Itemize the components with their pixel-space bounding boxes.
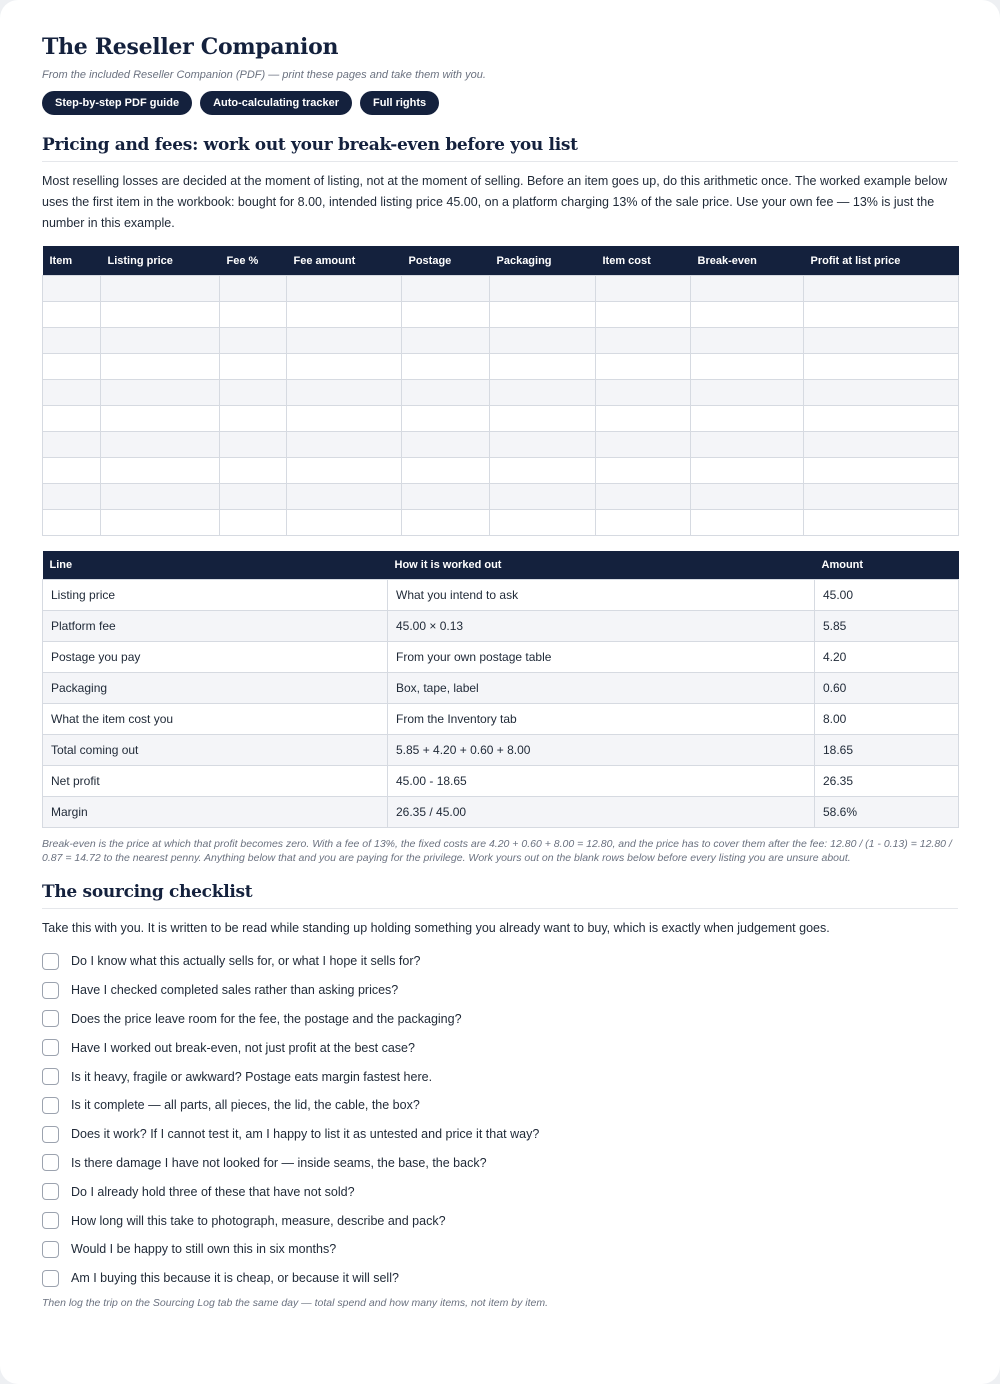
checkbox[interactable] (42, 1126, 59, 1143)
sourcing-heading: The sourcing checklist (42, 882, 958, 909)
checklist-item (42, 1264, 958, 1293)
checklist-item (42, 1120, 958, 1149)
blank-cell[interactable] (220, 354, 287, 380)
blank-cell[interactable] (596, 510, 691, 536)
calc-table-row (43, 642, 959, 673)
blank-cell[interactable] (101, 432, 220, 458)
blank-table-row (43, 380, 959, 406)
calc-method-cell: 45.00 × 0.13 (388, 611, 815, 642)
blank-cell[interactable] (804, 432, 959, 458)
blank-table-header-cell: Packaging (490, 246, 596, 276)
blank-cell[interactable] (490, 354, 596, 380)
blank-cell[interactable] (43, 484, 101, 510)
blank-cell[interactable] (691, 458, 804, 484)
blank-cell[interactable] (402, 458, 490, 484)
checkbox[interactable] (42, 1183, 59, 1200)
blank-cell[interactable] (101, 354, 220, 380)
blank-cell[interactable] (220, 484, 287, 510)
blank-table-row (43, 354, 959, 380)
blank-cell[interactable] (101, 510, 220, 536)
blank-cell[interactable] (804, 354, 959, 380)
pill-full-rights: Full rights (360, 91, 439, 115)
calc-table-row (43, 611, 959, 642)
blank-table-header-cell: Profit at list price (804, 246, 959, 276)
sourcing-checklist (42, 947, 958, 1293)
page-subtitle: From the included Reseller Companion (PDF) — print these pages and take them with you. (42, 69, 486, 81)
calc-method-cell: 45.00 - 18.65 (388, 766, 815, 797)
calc-amount-cell: 18.65 (815, 735, 959, 766)
blank-table-header-cell: Fee amount (287, 246, 402, 276)
calc-table-row (43, 797, 959, 828)
blank-cell[interactable] (287, 276, 402, 302)
checkbox[interactable] (42, 1039, 59, 1056)
blank-cell[interactable] (287, 302, 402, 328)
checklist-item (42, 1005, 958, 1034)
blank-table-row (43, 432, 959, 458)
calc-table-row (43, 704, 959, 735)
calc-table-row (43, 766, 959, 797)
calc-line-cell: Margin (43, 797, 388, 828)
blank-cell[interactable] (287, 328, 402, 354)
checkbox[interactable] (42, 982, 59, 999)
calc-line-cell: Net profit (43, 766, 388, 797)
calc-table-row (43, 735, 959, 766)
blank-cell[interactable] (596, 380, 691, 406)
blank-cell[interactable] (101, 328, 220, 354)
blank-cell[interactable] (804, 276, 959, 302)
blank-cell[interactable] (596, 458, 691, 484)
blank-cell[interactable] (804, 406, 959, 432)
blank-cell[interactable] (490, 302, 596, 328)
calc-amount-cell: 0.60 (815, 673, 959, 704)
blank-cell[interactable] (402, 406, 490, 432)
calc-line-cell: Packaging (43, 673, 388, 704)
checkbox[interactable] (42, 1068, 59, 1085)
calc-method-cell: Box, tape, label (388, 673, 815, 704)
checklist-item-label: Is there damage I have not looked for — inside seams, the base, the back? (71, 1155, 487, 1170)
blank-cell[interactable] (402, 432, 490, 458)
blank-cell[interactable] (691, 510, 804, 536)
checkbox[interactable] (42, 1097, 59, 1114)
calc-table-row (43, 580, 959, 611)
blank-cell[interactable] (691, 380, 804, 406)
blank-table-header-cell: Break-even (691, 246, 804, 276)
checklist-item (42, 1062, 958, 1091)
blank-cell[interactable] (691, 432, 804, 458)
checkbox[interactable] (42, 1241, 59, 1258)
calc-amount-cell: 4.20 (815, 642, 959, 673)
checklist-item (42, 1149, 958, 1178)
blank-cell[interactable] (220, 380, 287, 406)
blank-cell[interactable] (101, 406, 220, 432)
checklist-item-label: Would I be happy to still own this in six months? (71, 1242, 337, 1257)
blank-cell[interactable] (691, 484, 804, 510)
blank-cell[interactable] (490, 484, 596, 510)
calc-line-cell: Total coming out (43, 735, 388, 766)
checklist-item (42, 976, 958, 1005)
sourcing-intro: Take this with you. It is written to be read while standing up holding something you already want to buy, which is exactly when judgement goes. (42, 921, 830, 935)
blank-cell[interactable] (287, 380, 402, 406)
blank-cell[interactable] (596, 354, 691, 380)
blank-cell[interactable] (220, 458, 287, 484)
blank-cell[interactable] (691, 302, 804, 328)
blank-cell[interactable] (691, 406, 804, 432)
blank-cell[interactable] (596, 276, 691, 302)
blank-cell[interactable] (287, 406, 402, 432)
blank-cell[interactable] (220, 432, 287, 458)
blank-cell[interactable] (220, 328, 287, 354)
blank-cell[interactable] (804, 380, 959, 406)
blank-cell[interactable] (490, 432, 596, 458)
checklist-item-label: Does it work? If I cannot test it, am I happy to list it as untested and price it that way? (71, 1127, 540, 1142)
blank-table-row (43, 406, 959, 432)
blank-cell[interactable] (596, 406, 691, 432)
blank-cell[interactable] (490, 458, 596, 484)
blank-cell[interactable] (402, 484, 490, 510)
blank-cell[interactable] (402, 510, 490, 536)
pill-pdf-guide: Step-by-step PDF guide (42, 91, 192, 115)
checklist-item-label: Do I already hold three of these that have not sold? (71, 1184, 355, 1199)
blank-cell[interactable] (402, 302, 490, 328)
page-title: The Reseller Companion (42, 34, 339, 60)
blank-cell[interactable] (691, 328, 804, 354)
pricing-heading: Pricing and fees: work out your break-even before you list (42, 135, 958, 162)
calc-table-header-cell: Line (43, 551, 388, 580)
blank-cell[interactable] (490, 406, 596, 432)
blank-cell[interactable] (596, 328, 691, 354)
blank-cell[interactable] (596, 302, 691, 328)
checklist-item-label: Have I checked completed sales rather than asking prices? (71, 983, 399, 998)
worked-example-table (42, 551, 959, 828)
blank-cell[interactable] (43, 432, 101, 458)
pill-tracker: Auto-calculating tracker (200, 91, 352, 115)
calc-method-cell: From the Inventory tab (388, 704, 815, 735)
calc-amount-cell: 58.6% (815, 797, 959, 828)
calc-method-cell: 26.35 / 45.00 (388, 797, 815, 828)
checkbox[interactable] (42, 1010, 59, 1027)
blank-cell[interactable] (220, 406, 287, 432)
calc-method-cell: 5.85 + 4.20 + 0.60 + 8.00 (388, 735, 815, 766)
feature-pills (42, 91, 958, 115)
blank-table-header-cell: Fee % (220, 246, 287, 276)
blank-table-header-cell: Item cost (596, 246, 691, 276)
blank-cell[interactable] (101, 302, 220, 328)
blank-table-row (43, 458, 959, 484)
break-even-note: Break-even is the price at which that profit becomes zero. With a fee of 13%, the fixed costs are 4.20 + 0.60 + 8.00 = 12.80, and the price has to cover them after the fee: 12.80 / (1 - 0.13) = 12.80 / 0.87 = 14.72 to the nearest penny. Anything below that and you are paying for the privilege. Work yours out on the blank rows below before every listing you are unsure about. (42, 838, 952, 864)
checklist-item-label: Is it complete — all parts, all pieces, the lid, the cable, the box? (71, 1098, 420, 1113)
blank-cell[interactable] (43, 380, 101, 406)
calc-method-cell: What you intend to ask (388, 580, 815, 611)
blank-table-header-cell: Listing price (101, 246, 220, 276)
blank-cell[interactable] (804, 302, 959, 328)
blank-cell[interactable] (490, 380, 596, 406)
blank-table-row (43, 484, 959, 510)
blank-cell[interactable] (43, 406, 101, 432)
calc-amount-cell: 5.85 (815, 611, 959, 642)
blank-cell[interactable] (691, 276, 804, 302)
blank-cell[interactable] (287, 510, 402, 536)
blank-cell[interactable] (287, 458, 402, 484)
checkbox[interactable] (42, 1154, 59, 1171)
blank-cell[interactable] (101, 484, 220, 510)
blank-cell[interactable] (804, 458, 959, 484)
blank-cell[interactable] (490, 510, 596, 536)
calc-table-header-row (43, 551, 959, 580)
calc-method-cell: From your own postage table (388, 642, 815, 673)
blank-cell[interactable] (804, 510, 959, 536)
blank-cell[interactable] (287, 484, 402, 510)
checklist-item-label: Am I buying this because it is cheap, or because it will sell? (71, 1271, 399, 1286)
blank-cell[interactable] (220, 302, 287, 328)
blank-cell[interactable] (43, 458, 101, 484)
calc-table-header-cell: Amount (815, 551, 959, 580)
checklist-item (42, 1033, 958, 1062)
checklist-item-label: Have I worked out break-even, not just profit at the best case? (71, 1040, 415, 1055)
blank-table-header-cell: Item (43, 246, 101, 276)
pricing-intro: Most reselling losses are decided at the moment of listing, not at the moment of selling. Before an item goes up, do this arithmetic once. The worked example below uses the first item in the workbook: bought for 8.00, intended listing price 45.00, on a platform charging 13% of the sale price. Use your own fee — 13% is just the number in this example. (42, 174, 948, 230)
blank-cell[interactable] (101, 276, 220, 302)
calc-amount-cell: 26.35 (815, 766, 959, 797)
checklist-item-label: Does the price leave room for the fee, the postage and the packaging? (71, 1011, 462, 1026)
blank-cell[interactable] (596, 484, 691, 510)
blank-cell[interactable] (43, 276, 101, 302)
blank-cell[interactable] (43, 354, 101, 380)
checklist-item-label: Is it heavy, fragile or awkward? Postage eats margin fastest here. (71, 1069, 433, 1084)
checkbox[interactable] (42, 953, 59, 970)
calc-line-cell: What the item cost you (43, 704, 388, 735)
blank-cell[interactable] (804, 484, 959, 510)
checklist-item-label: How long will this take to photograph, measure, describe and pack? (71, 1213, 446, 1228)
blank-table-row (43, 328, 959, 354)
blank-cell[interactable] (101, 380, 220, 406)
blank-cell[interactable] (287, 354, 402, 380)
checklist-item (42, 1177, 958, 1206)
calc-line-cell: Listing price (43, 580, 388, 611)
blank-cell[interactable] (490, 328, 596, 354)
blank-table-header-cell: Postage (402, 246, 490, 276)
checkbox[interactable] (42, 1270, 59, 1287)
blank-pricing-table (42, 246, 959, 536)
checklist-item (42, 1206, 958, 1235)
checklist-item (42, 1235, 958, 1264)
checklist-item-label: Do I know what this actually sells for, or what I hope it sells for? (71, 954, 421, 969)
blank-cell[interactable] (220, 510, 287, 536)
blank-cell[interactable] (220, 276, 287, 302)
blank-cell[interactable] (596, 432, 691, 458)
checklist-item (42, 947, 958, 976)
blank-table-row (43, 302, 959, 328)
blank-cell[interactable] (402, 328, 490, 354)
calc-line-cell: Platform fee (43, 611, 388, 642)
blank-cell[interactable] (490, 276, 596, 302)
sourcing-footer-note: Then log the trip on the Sourcing Log tab the same day — total spend and how many items, not item by item. (42, 1296, 549, 1309)
calc-amount-cell: 8.00 (815, 704, 959, 735)
calc-line-cell: Postage you pay (43, 642, 388, 673)
checkbox[interactable] (42, 1212, 59, 1229)
blank-cell[interactable] (402, 276, 490, 302)
blank-cell[interactable] (287, 432, 402, 458)
blank-table-row (43, 510, 959, 536)
calc-amount-cell: 45.00 (815, 580, 959, 611)
blank-cell[interactable] (43, 302, 101, 328)
blank-table-row (43, 276, 959, 302)
blank-cell[interactable] (804, 328, 959, 354)
blank-cell[interactable] (402, 354, 490, 380)
blank-cell[interactable] (43, 328, 101, 354)
calc-table-header-cell: How it is worked out (388, 551, 815, 580)
blank-table-header-row (43, 246, 959, 276)
blank-cell[interactable] (43, 510, 101, 536)
blank-cell[interactable] (402, 380, 490, 406)
blank-cell[interactable] (691, 354, 804, 380)
checklist-item (42, 1091, 958, 1120)
blank-cell[interactable] (101, 458, 220, 484)
calc-table-row (43, 673, 959, 704)
